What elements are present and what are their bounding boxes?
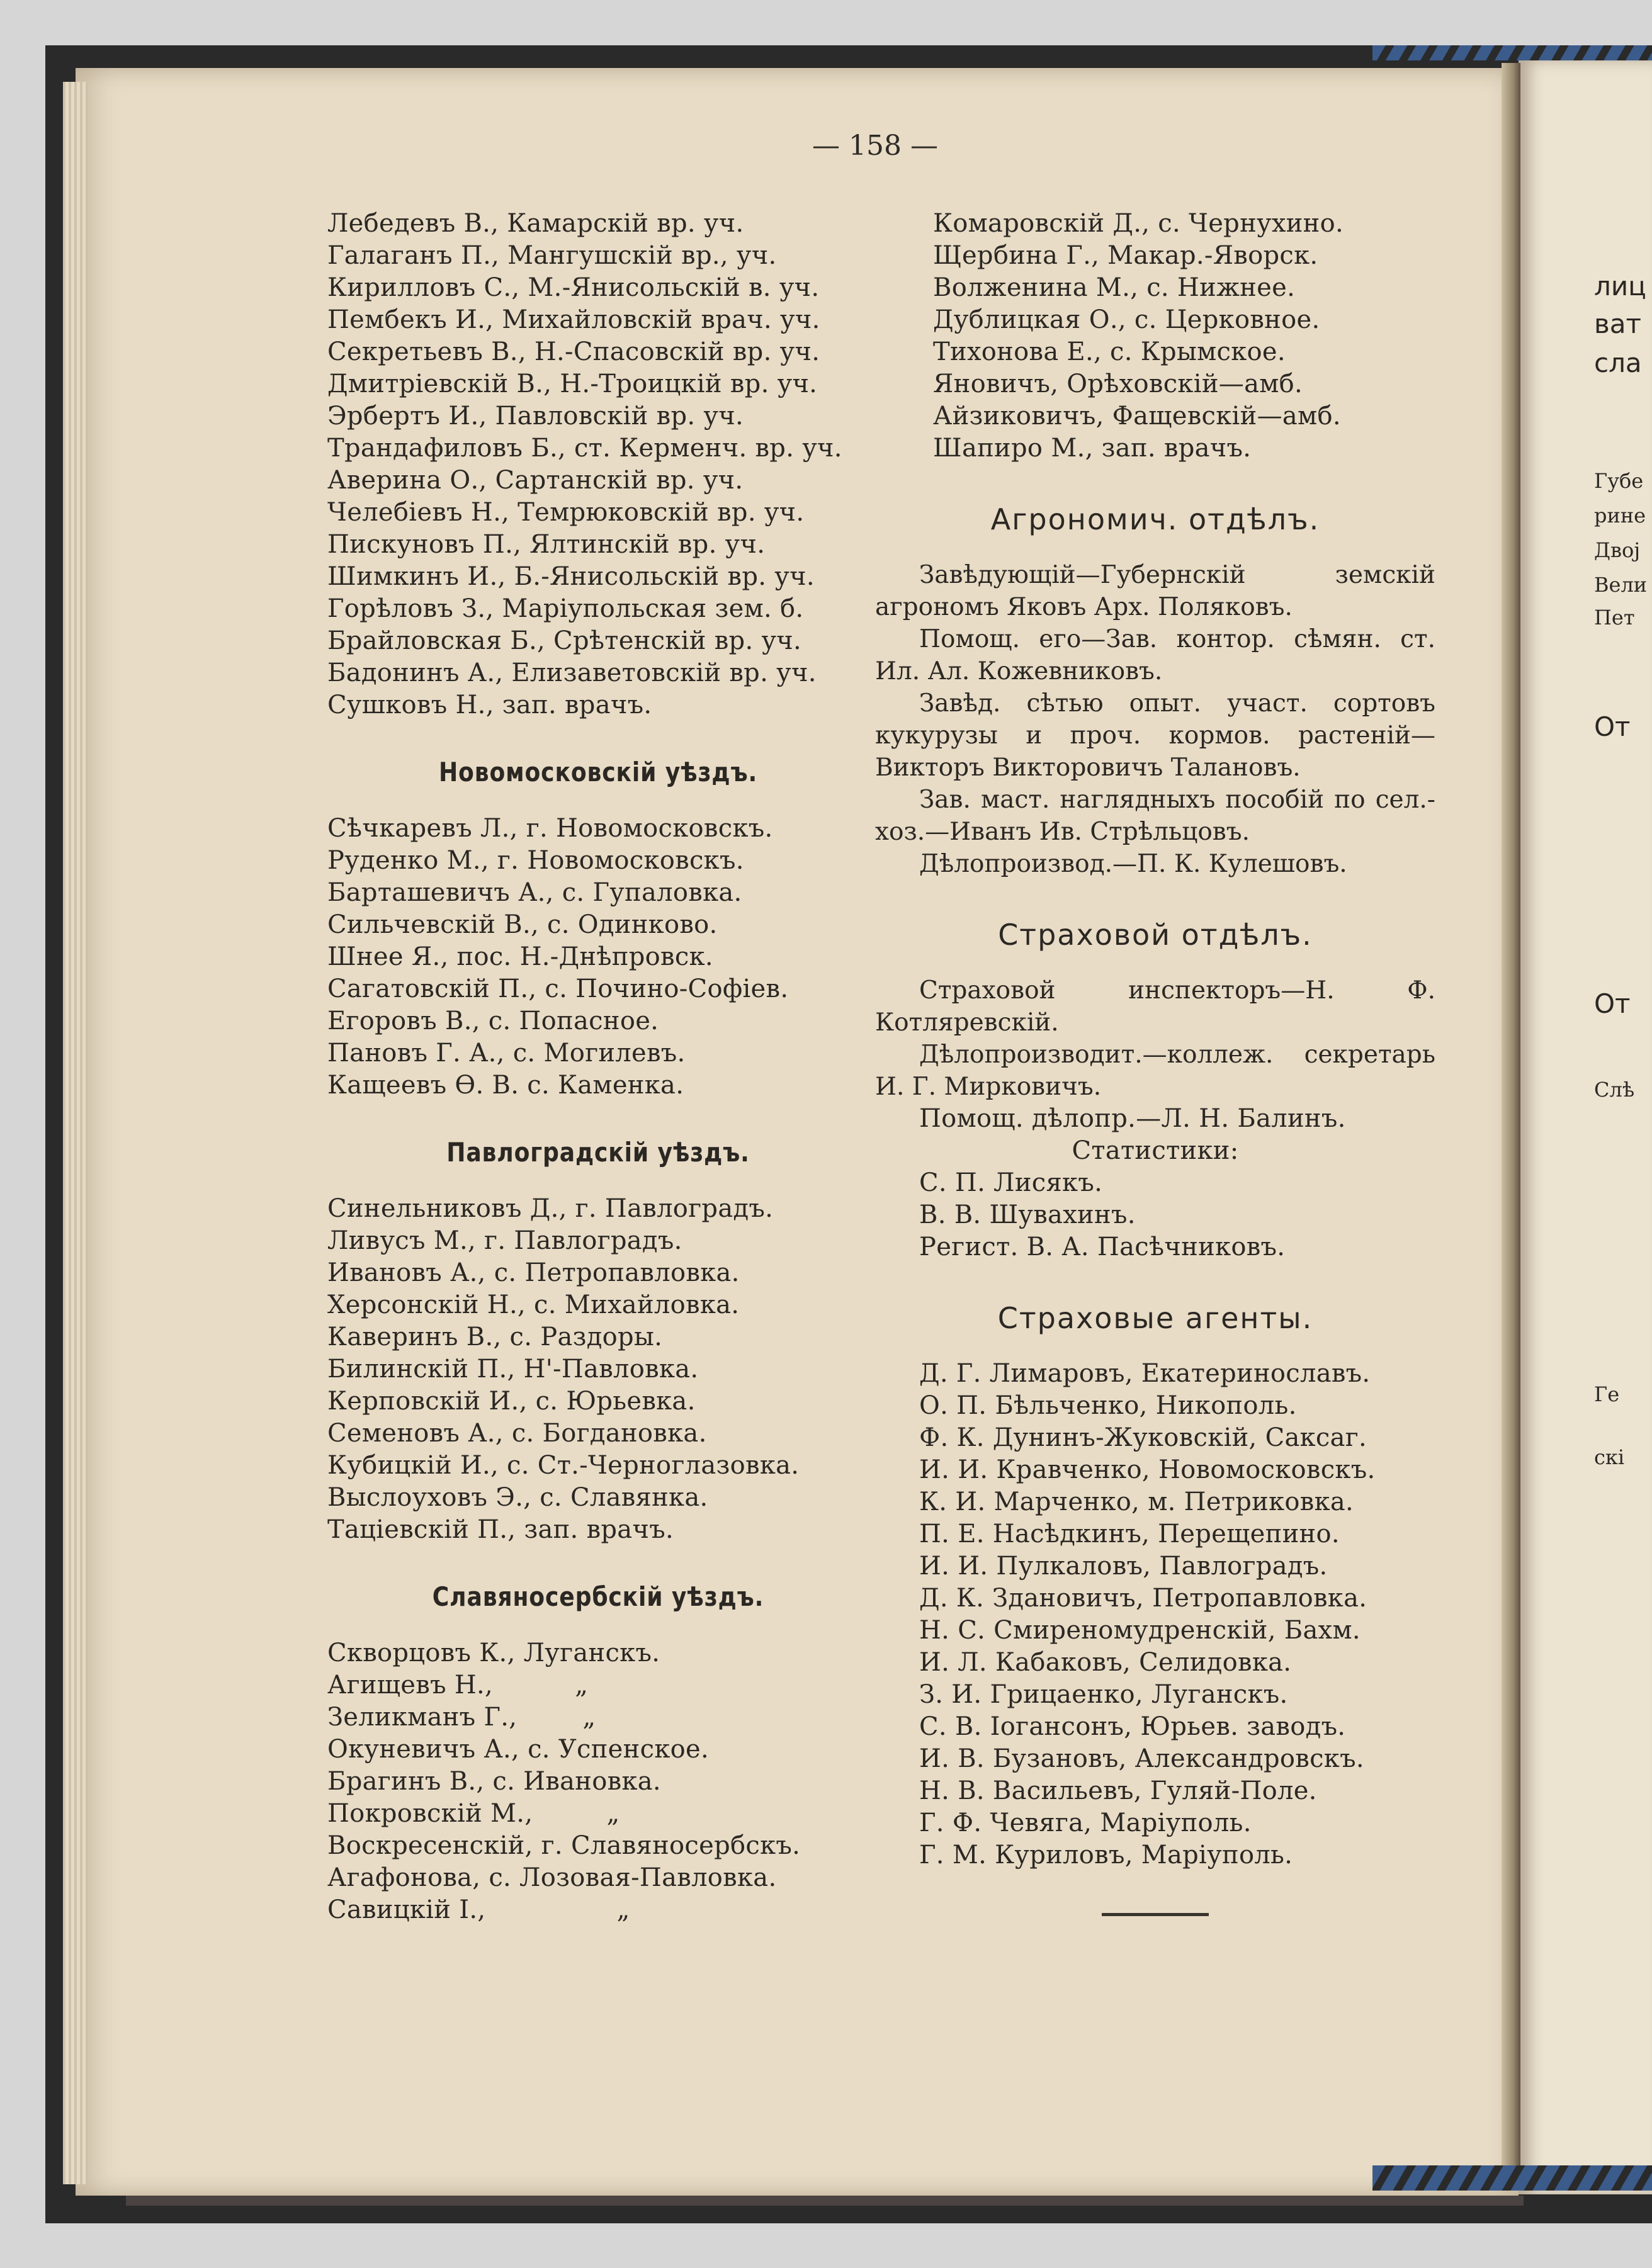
novomoskovsk-list bbox=[327, 813, 869, 1102]
doctors-list-continued bbox=[327, 208, 869, 721]
list-item: Д. Г. Лимаровъ, Екатеринославъ. bbox=[919, 1359, 1371, 1388]
list-item: Галаганъ П., Мангушскiй вр., уч. bbox=[327, 241, 777, 270]
list-item: Горѣловъ З., Марiупольская зем. б. bbox=[327, 594, 804, 623]
list-item: Ливусъ М., г. Павлоградъ. bbox=[327, 1226, 682, 1255]
list-item: Дублицкая О., с. Церковное. bbox=[933, 305, 1320, 334]
section-heading-insurance: Страховой отдѣлъ. bbox=[998, 918, 1313, 952]
list-item: Билинскiй П., Н'-Павловка. bbox=[327, 1355, 699, 1384]
paragraph: Завѣдующiй—Губернскiй земскiй агрономъ Яковъ Арх. Поляковъ. bbox=[875, 561, 1435, 621]
facing-page-fragment: Пет bbox=[1594, 606, 1635, 629]
list-item: Челебiевъ Н., Темрюковскiй вр. уч. bbox=[327, 498, 805, 527]
page-stack-edge bbox=[63, 82, 88, 2184]
list-item: Тацiевскiй П., зап. врачъ. bbox=[327, 1515, 674, 1544]
list-item: Херсонскiй Н., с. Михайловка. bbox=[327, 1290, 740, 1319]
assistant-line: Помощ. дѣлопр.—Л. Н. Балинъ. bbox=[919, 1104, 1346, 1133]
list-item: Сушковъ Н., зап. врачъ. bbox=[327, 691, 652, 719]
facing-page bbox=[1519, 60, 1652, 2194]
facing-page-fragment: скі bbox=[1594, 1445, 1625, 1469]
list-item: Шапиро М., зап. врачъ. bbox=[933, 434, 1252, 463]
list-item: Кирилловъ С., М.-Янисольскiй в. уч. bbox=[327, 273, 820, 302]
list-item: Воскресенскiй, г. Славяносербскъ. bbox=[327, 1831, 801, 1860]
list-item: Руденко М., г. Новомосковскъ. bbox=[327, 846, 744, 875]
list-item: Пановъ Г. А., с. Могилевъ. bbox=[327, 1039, 686, 1068]
binding-cloth-top bbox=[1372, 45, 1652, 60]
list-item: Скворцовъ К., Луганскъ. bbox=[327, 1639, 660, 1667]
facing-page-fragment: Двој bbox=[1594, 538, 1641, 562]
end-rule bbox=[1102, 1913, 1209, 1916]
section-heading-agronomy: Агрономич. отдѣлъ. bbox=[990, 502, 1320, 536]
list-item: Г. Ф. Чевяга, Марiуполь. bbox=[919, 1808, 1252, 1837]
list-item: З. И. Грицаенко, Луганскъ. bbox=[919, 1680, 1288, 1709]
list-item: Трандафиловъ Б., ст. Керменч. вр. уч. bbox=[327, 434, 842, 463]
list-item: Савицкiй I., „ bbox=[327, 1895, 630, 1924]
facing-page-fragment: Губе bbox=[1594, 469, 1644, 493]
facing-page-fragment: От bbox=[1594, 988, 1631, 1019]
list-item: Яновичъ, Орѣховскiй—амб. bbox=[933, 370, 1303, 398]
section-heading-pavlograd: Павлоградскiй уѣздъ. bbox=[446, 1137, 750, 1168]
pavlograd-list bbox=[327, 1193, 869, 1546]
insurance-section bbox=[875, 974, 1435, 1263]
list-item: Дмитрiевскiй В., Н.-Троицкiй вр. уч. bbox=[327, 370, 818, 398]
list-item: Брагинъ В., с. Ивановка. bbox=[327, 1767, 661, 1796]
list-item: Секретьевъ В., Н.-Спасовскiй вр. уч. bbox=[327, 337, 820, 366]
list-item: Каверинъ В., с. Раздоры. bbox=[327, 1323, 663, 1351]
list-item: О. П. Бѣльченко, Никополь. bbox=[919, 1391, 1297, 1420]
paragraph: Завѣд. сѣтью опыт. участ. сортовъ кукурузы и проч. кормов. растенiй—Викторъ Викторовичъ Талановъ. bbox=[875, 689, 1435, 782]
list-item: Выслоуховъ Э., с. Славянка. bbox=[327, 1483, 708, 1512]
list-item: С. П. Лисякъ. bbox=[919, 1168, 1103, 1197]
paragraph: Дѣлопроизводит.—коллеж. секретарь И. Г. Мирковичъ. bbox=[875, 1041, 1435, 1101]
list-item: Кубицкiй И., с. Ст.-Черноглазовка. bbox=[327, 1451, 800, 1480]
agents-list bbox=[875, 1358, 1435, 1871]
list-item: Щербина Г., Макар.-Яворск. bbox=[933, 241, 1318, 270]
section-heading-agents: Страховые агенты. bbox=[997, 1301, 1313, 1335]
list-item: Эрбертъ И., Павловскiй вр. уч. bbox=[327, 402, 744, 431]
facing-page-fragment: Вели bbox=[1594, 573, 1648, 597]
list-item: Тихонова Е., с. Крымское. bbox=[933, 337, 1286, 366]
list-item: Д. К. Здановичъ, Петропавловка. bbox=[919, 1584, 1367, 1613]
list-item: Пискуновъ П., Ялтинскiй вр. уч. bbox=[327, 530, 766, 559]
list-item: К. И. Марченко, м. Петриковка. bbox=[919, 1487, 1354, 1516]
paragraph: Страховой инспекторъ—Н. Ф. Котляревскiй. bbox=[875, 976, 1435, 1037]
facing-page-fragment: Ге bbox=[1594, 1382, 1620, 1406]
facing-page-fragment: рине bbox=[1594, 504, 1646, 528]
registrar-line: Регист. В. А. Пасѣчниковъ. bbox=[919, 1233, 1286, 1261]
list-item: Керповскiй И., с. Юрьевка. bbox=[327, 1387, 696, 1416]
list-item: Сагатовскiй П., с. Почино-Софiев. bbox=[327, 974, 789, 1003]
list-item: Егоровъ В., с. Попасное. bbox=[327, 1007, 659, 1035]
list-item: Брайловская Б., Срѣтенскiй вр. уч. bbox=[327, 626, 802, 655]
page-number: — 158 — bbox=[812, 130, 938, 162]
list-item: С. В. Iогансонъ, Юрьев. заводъ. bbox=[919, 1712, 1346, 1741]
list-item: Барташевичъ А., с. Гупаловка. bbox=[327, 878, 742, 907]
page-bottom-edge bbox=[126, 2196, 1524, 2206]
list-item: Агищевъ Н., „ bbox=[327, 1671, 589, 1700]
list-item: Н. С. Смиреномудренскiй, Бахм. bbox=[919, 1616, 1361, 1645]
facing-page-fragment: От bbox=[1594, 711, 1631, 742]
list-item: И. Л. Кабаковъ, Селидовка. bbox=[919, 1648, 1292, 1677]
list-item: Н. В. Васильевъ, Гуляй-Поле. bbox=[919, 1776, 1317, 1805]
list-item: И. В. Бузановъ, Александровскъ. bbox=[919, 1744, 1364, 1773]
list-item: В. В. Шувахинъ. bbox=[919, 1200, 1136, 1229]
right-column bbox=[875, 208, 1435, 1916]
section-heading-slavyanoserbsk: Славяносербскiй уѣздъ. bbox=[432, 1581, 764, 1612]
list-item: Окуневичъ А., с. Успенское. bbox=[327, 1735, 709, 1764]
paragraph: Дѣлопроизвод.—П. К. Кулешовъ. bbox=[919, 850, 1347, 878]
facing-page-fragment: Слѣ bbox=[1594, 1078, 1635, 1102]
doctors-list-right bbox=[875, 208, 1435, 465]
list-item: П. Е. Насѣдкинъ, Перещепино. bbox=[919, 1520, 1340, 1549]
binding-cloth-bottom bbox=[1372, 2165, 1652, 2191]
list-item: Шимкинъ И., Б.-Янисольскiй вр. уч. bbox=[327, 562, 815, 591]
list-item: Синельниковъ Д., г. Павлоградъ. bbox=[327, 1194, 774, 1223]
list-item: Семеновъ А., с. Богдановка. bbox=[327, 1419, 707, 1448]
list-item: И. И. Пулкаловъ, Павлоградъ. bbox=[919, 1552, 1328, 1581]
facing-page-fragment: ват bbox=[1594, 308, 1641, 339]
left-column bbox=[327, 208, 869, 1926]
paragraph: Зав. маст. наглядныхъ пособiй по сел.-хоз.—Иванъ Ив. Стрѣльцовъ. bbox=[875, 786, 1435, 846]
list-item: Сѣчкаревъ Л., г. Новомосковскъ. bbox=[327, 814, 773, 843]
facing-page-fragment: сла bbox=[1594, 347, 1642, 378]
slavyanoserbsk-list bbox=[327, 1637, 869, 1926]
list-item: Кащеевъ Ѳ. В. с. Каменка. bbox=[327, 1071, 684, 1100]
list-item: Сильчевскiй В., с. Одинково. bbox=[327, 910, 718, 939]
list-item: Аверина О., Сартанскiй вр. уч. bbox=[327, 466, 744, 495]
list-item: Ф. К. Дунинъ-Жуковскiй, Саксаг. bbox=[919, 1423, 1367, 1452]
binding-gutter bbox=[1502, 63, 1520, 2191]
list-item: Покровскiй М., „ bbox=[327, 1799, 620, 1828]
list-item: Айзиковичъ, Фащевскiй—амб. bbox=[933, 402, 1341, 431]
list-item: Ивановъ А., с. Петропавловка. bbox=[327, 1258, 740, 1287]
list-item: Г. М. Куриловъ, Марiуполь. bbox=[919, 1841, 1293, 1870]
list-item: Комаровскiй Д., с. Чернухино. bbox=[933, 209, 1344, 238]
statistics-label: Статистики: bbox=[1072, 1136, 1239, 1165]
list-item: Агафонова, с. Лозовая-Павловка. bbox=[327, 1863, 777, 1892]
section-heading-novomoskovsk: Новомосковскiй уѣздъ. bbox=[438, 757, 758, 787]
agronomy-section bbox=[875, 559, 1435, 880]
list-item: Бадонинъ А., Елизаветовскiй вр. уч. bbox=[327, 658, 817, 687]
list-item: Волженина М., с. Нижнее. bbox=[933, 273, 1296, 302]
facing-page-fragment: лиц bbox=[1594, 271, 1646, 302]
list-item: Лебедевъ В., Камарскiй вр. уч. bbox=[327, 209, 744, 238]
list-item: Зеликманъ Г., „ bbox=[327, 1703, 596, 1732]
list-item: Шнее Я., пос. Н.-Днѣпровск. bbox=[327, 942, 713, 971]
list-item: И. И. Кравченко, Новомосковскъ. bbox=[919, 1455, 1376, 1484]
paragraph: Помощ. его—Зав. контор. сѣмян. ст. Ил. Ал. Кожевниковъ. bbox=[875, 625, 1435, 685]
list-item: Пембекъ И., Михайловскiй врач. уч. bbox=[327, 305, 820, 334]
